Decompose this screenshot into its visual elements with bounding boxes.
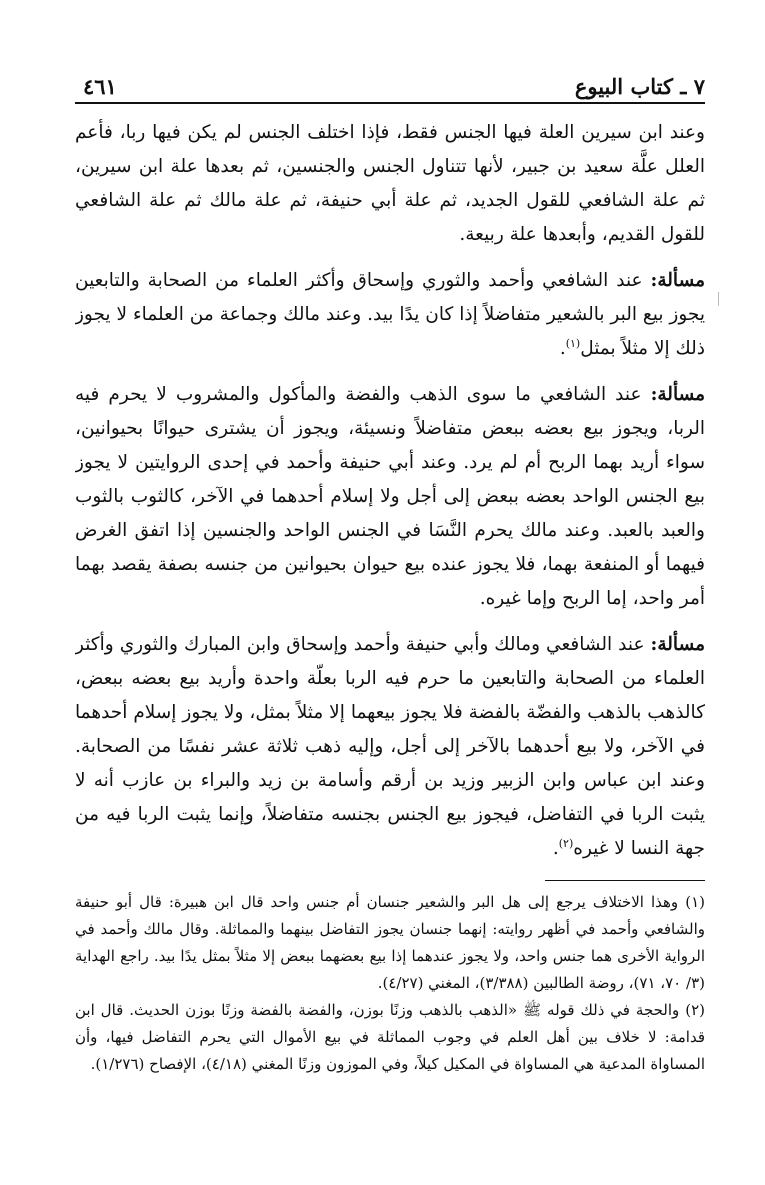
paragraph-text: وعند ابن سيرين العلة فيها الجنس فقط، فإذا اختلف الجنس لم يكن فيها ربا، فأعم العلل علَّة سعيد بن جبير، لأنها تتناول الجنس والجنسين، ثم بعدها علة ابن سيرين، ثم علة الشافعي للقول الجديد، ثم علة أبي حنيفة، ثم علة مالك ثم علة الشافعي للقول القديم، وأبعدها علة ربيعة. <box>75 122 705 245</box>
paragraph-lead: مسألة: <box>650 270 705 291</box>
paragraph <box>75 264 705 366</box>
header-rule <box>75 102 705 104</box>
footnote-ref: (١) <box>565 336 581 350</box>
paragraph-text: عند الشافعي ومالك وأبي حنيفة وأحمد وإسحاق وابن المبارك والثوري وأكثر العلماء من الصحابة والتابعين ما حرم فيه الربا بعلّة واحدة وأريد بيع بعضه ببعض، كالذهب بالذهب والفضّة بالفضة فلا يجوز بيعهما إلا مثلاً بمثل، ولا يجوز إسلام أحدهما في الآخر، ولا بيع أحدهما بالآخر إلى أجل، وإليه ذهب ثلاثة عشر نفسًا من الصحابة. وعند ابن عباس وابن الزبير وزيد بن أرقم وأسامة بن زيد والبراء بن عازب أنه لا يثبت الربا في التفاضل، فيجوز بيع الجنس بجنسه متفاضلاً، وإنما يثبت الربا فيه من جهة النسا لا غيره <box>75 634 705 859</box>
footnotes <box>75 889 705 1078</box>
chapter-title: ٧ ـ كتاب البيوع <box>574 74 705 99</box>
page-number: ٤٦١ <box>83 74 117 99</box>
main-text <box>75 116 705 866</box>
paragraph-tail: . <box>559 338 566 359</box>
paragraph-text: عند الشافعي وأحمد والثوري وإسحاق وأكثر العلماء من الصحابة والتابعين يجوز بيع البر بالشعير متفاضلاً إذا كان يدًا بيد. وعند مالك وجماعة من العلماء لا يجوز ذلك إلا مثلاً بمثل <box>75 270 705 359</box>
paragraph <box>75 116 705 252</box>
paragraph-lead: مسألة: <box>650 384 705 405</box>
running-header <box>75 72 705 102</box>
book-page <box>75 72 705 1162</box>
footnote-ref: (٢) <box>558 836 574 850</box>
footnote: (١) وهذا الاختلاف يرجع إلى هل البر والشعير جنسان أم جنس واحد قال ابن هبيرة: قال أبو حنيفة والشافعي وأحمد في أظهر روايته: إنهما جنسان يجوز التفاضل بينهما والمماثلة. وقال مالك وأحمد في الرواية الأخرى هما جنس واحد، ولا يجوز عندهما إذا بيع بعضهما ببعض إلا مثلاً بمثل يدًا بيد. راجع الهداية (٣/ ٧٠، ٧١)، روضة الطالبين (٣/٣٨٨)، المغني (٤/٢٧). <box>75 893 705 992</box>
paragraph <box>75 628 705 866</box>
footnote-rule <box>545 880 705 881</box>
paragraph-lead: مسألة: <box>650 634 705 655</box>
paragraph <box>75 378 705 616</box>
margin-mark <box>718 292 719 306</box>
paragraph-text: عند الشافعي ما سوى الذهب والفضة والمأكول والمشروب لا يحرم فيه الربا، ويجوز بيع بعضه ببعض متفاضلاً ونسيئة، ويجوز أن يشترى حيوانًا بحيوانين، سواء أريد بهما الربح أم لم يرد. وعند أبي حنيفة وأحمد في إحدى الروايتين لا يجوز بيع الجنس الواحد بعضه ببعض إلى أجل ولا إسلام أحدهما في الآخر، كالثوب بالثوب والعبد بالعبد. وعند مالك يحرم النَّسَا في الجنس الواحد والجنسين إذا اتفق الغرض فيهما أو المنفعة بهما، فلا يجوز عنده بيع حيوان بحيوانين من جنسه بصفة يقصد بهما أمر واحد، إما الربح وإما غيره. <box>75 384 705 609</box>
footnote: (٢) والحجة في ذلك قوله ﷺ «الذهب بالذهب وزنًا بوزن، والفضة بالفضة وزنًا بوزن الحديث. قال ابن قدامة: لا خلاف بين أهل العلم في وجوب المماثلة في بيع الأموال التي يحرم التفاضل فيها، وأن المساواة المدعية هي المساواة في المكيل كيلاً، وفي الموزون وزنًا المغني (٤/١٨)، الإفصاح (١/٢٧٦). <box>75 1001 705 1073</box>
paragraph-tail: . <box>552 838 559 859</box>
